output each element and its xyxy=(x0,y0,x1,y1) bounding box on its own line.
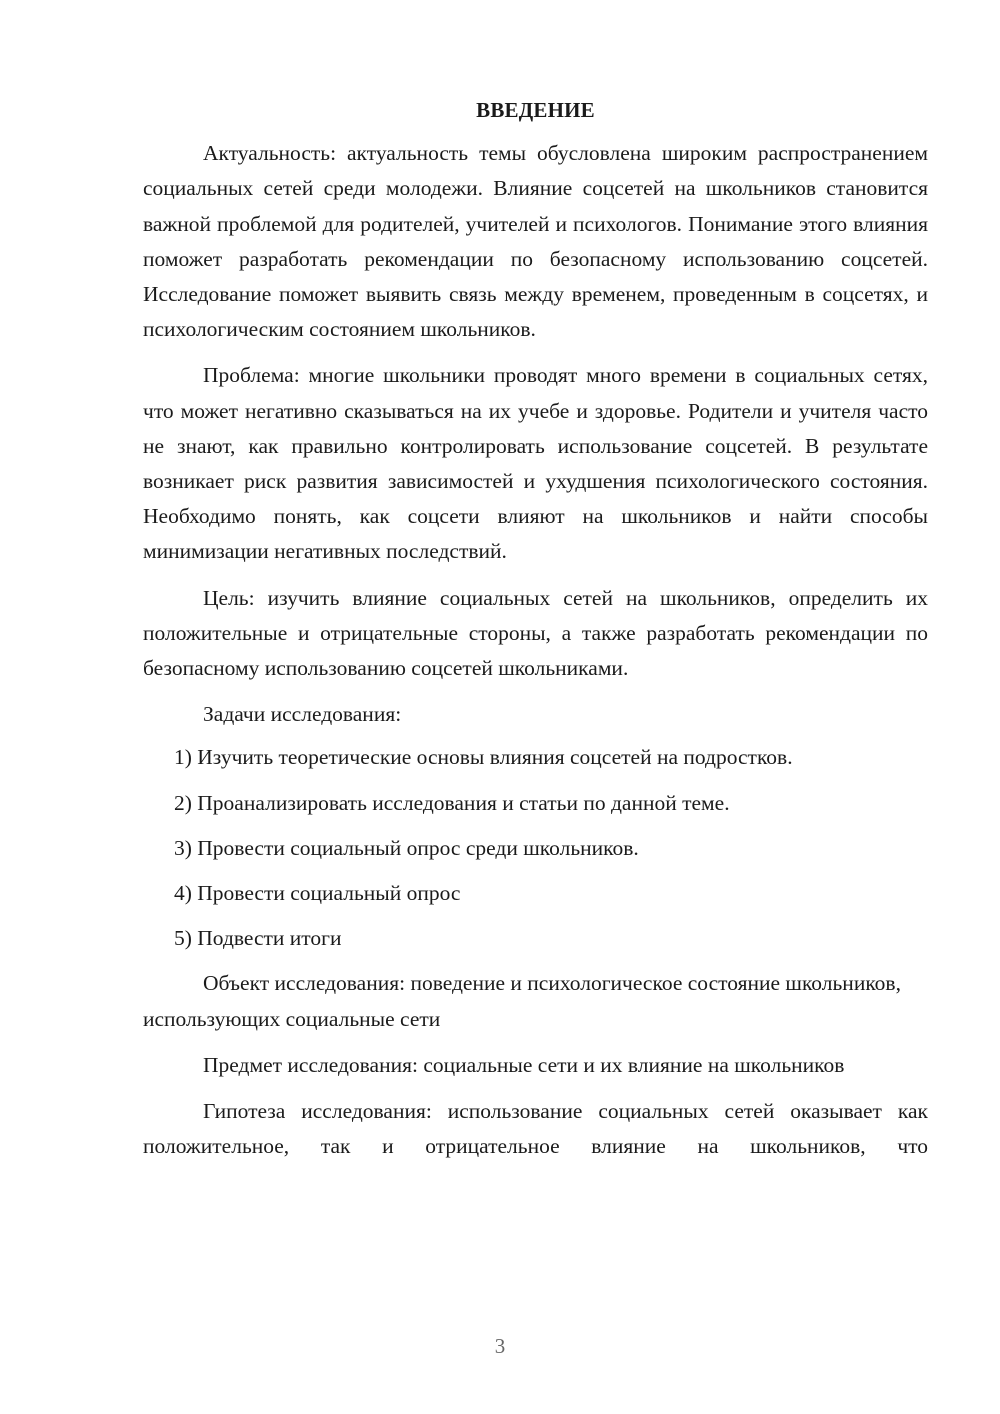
paragraph-hypothesis: Гипотеза исследования: использование социальных сетей оказывает как положительное, так и отрицательное влияние на школьников, что xyxy=(143,1099,928,1159)
tasks-heading: Задачи исследования: xyxy=(203,702,402,727)
task-item-2: 2) Проанализировать исследования и статьи по данной теме. xyxy=(174,790,730,815)
paragraph-goal: Цель: изучить влияние социальных сетей на школьников, определить их положительные и отрицательные стороны, а также разработать рекомендации по безопасному использованию соцсетей школьниками. xyxy=(143,585,928,681)
task-item-1: 1) Изучить теоретические основы влияния соцсетей на подростков. xyxy=(174,745,793,770)
paragraph-problem: Проблема: многие школьники проводят много времени в социальных сетях, что может негативно сказываться на их учебе и здоровье. Родители и учителя часто не знают, как правильно контролировать использование соцсетей. В результате возникает риск развития зависимостей и ухудшения психологического состояния. Необходимо понять, как соцсети влияют на школьников и найти способы минимизации негативных последствий. xyxy=(143,363,928,564)
page-title: ВВЕДЕНИЕ xyxy=(476,98,595,122)
page-number: 3 xyxy=(494,1334,506,1358)
paragraph-subject: Предмет исследования: социальные сети и их влияние на школьников xyxy=(203,1052,845,1077)
task-item-4: 4) Провести социальный опрос xyxy=(174,881,461,906)
task-item-5: 5) Подвести итоги xyxy=(174,926,342,951)
paragraph-object: Объект исследования: поведение и психологическое состояние школьников, использующих социальные сети xyxy=(143,971,901,1031)
document-page xyxy=(143,93,928,1175)
task-item-3: 3) Провести социальный опрос среди школьников. xyxy=(174,835,639,860)
paragraph-relevance: Актуальность: актуальность темы обусловлена широким распространением социальных сетей среди молодежи. Влияние соцсетей на школьников становится важной проблемой для родителей, учителей и психологов. Понимание этого влияния поможет разработать рекомендации по безопасному использованию соцсетей. Исследование поможет выявить связь между временем, проведенным в соцсетях, и психологическим состоянием школьников. xyxy=(143,141,928,342)
